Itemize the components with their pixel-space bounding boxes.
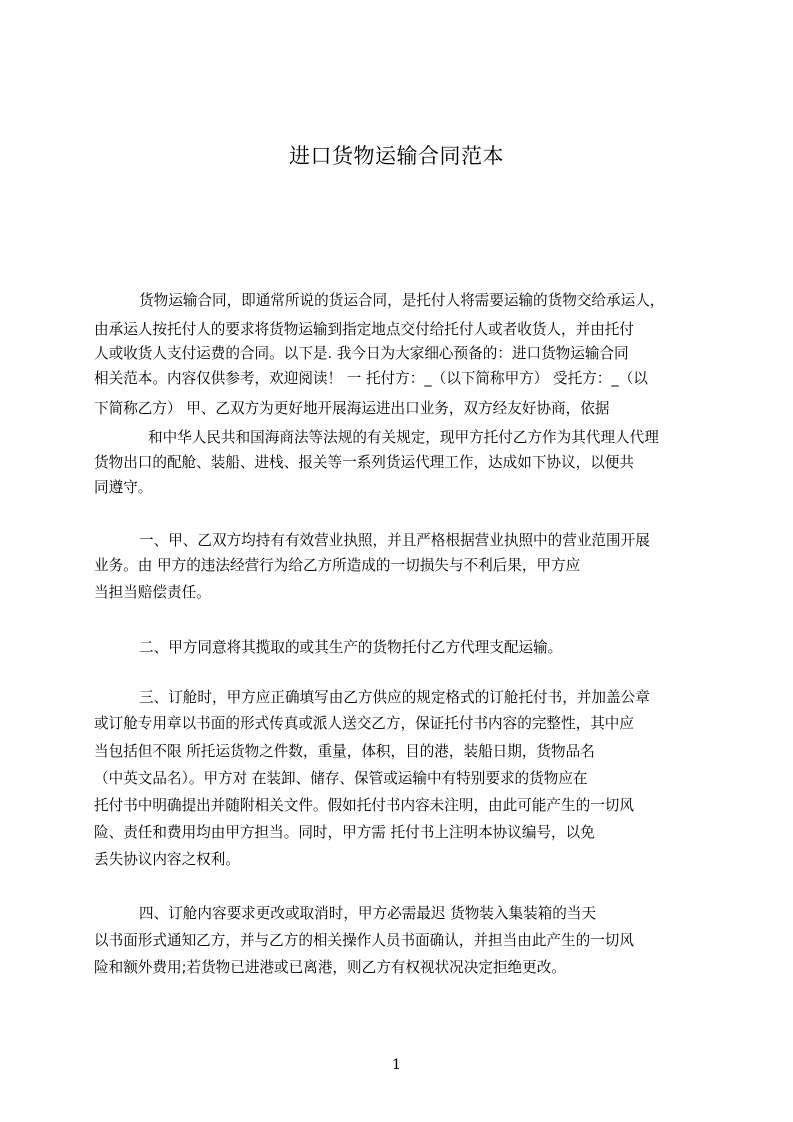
paragraph-line: 货物出口的配舱、装船、进栈、报关等一系列货运代理工作，达成如下协议，以便共	[94, 454, 634, 471]
paragraph-line: 由承运人按托付人的要求将货物运输到指定地点交付给托付人或者收货人，并由托付	[94, 321, 634, 338]
page-number: 1	[392, 1057, 401, 1073]
paragraph-line: 险和额外费用;若货物已进港或已离港，则乙方有权视状况决定拒绝更改。	[94, 959, 566, 976]
paragraph-line: 丢失协议内容之权利。	[94, 851, 240, 868]
paragraph-line: 四、订舱内容要求更改或取消时，甲方必需最迟 货物装入集装箱的当天	[139, 905, 597, 922]
paragraph-line: 或订舱专用章以书面的形式传真或派人送交乙方，保证托付书内容的完整性，其中应	[94, 715, 634, 732]
paragraph-line: 一、甲、乙双方均持有有效营业执照，并且严格根据营业执照中的营业范围开展	[139, 532, 650, 549]
paragraph-line: 三、订舱时，甲方应正确填写由乙方供应的规定格式的订舱托付书，并加盖公章	[139, 689, 650, 706]
paragraph-line: 以书面形式通知乙方，并与乙方的相关操作人员书面确认，并担当由此产生的一切风	[94, 932, 634, 949]
paragraph-line: 险、责任和费用均由甲方担当。同时，甲方需 托付书上注明本协议编号，以免	[94, 824, 595, 841]
paragraph-line: 当担当赔偿责任。	[94, 584, 211, 601]
paragraph-line: 和中华人民共和国海商法等法规的有关规定，现甲方托付乙方作为其代理人代理	[148, 429, 659, 446]
paragraph-line: 二、甲方同意将其揽取的或其生产的货物托付乙方代理支配运输。	[139, 639, 563, 656]
paragraph-line: 下简称乙方） 甲、乙双方为更好地开展海运进出口业务，双方经友好协商，依据	[94, 400, 610, 417]
paragraph-line: 人或收货人支付运费的合同。以下是. 我今日为大家细心预备的：进口货物运输合同	[94, 345, 629, 362]
paragraph-line: 托付书中明确提出并随附相关文件。假如托付书内容未注明，由此可能产生的一切风	[94, 797, 634, 814]
paragraph-line: 相关范本。内容仅供参考，欢迎阅读！ 一 托付方：_（以下简称甲方） 受托方：_（以	[94, 370, 648, 387]
paragraph-line: 货物运输合同，即通常所说的货运合同，是托付人将需要运输的货物交给承运人，	[139, 292, 665, 309]
paragraph-line: 同遵守。	[94, 479, 153, 496]
paragraph-line: （中英文品名）。甲方对 在装卸、储存、保管或运输中有特别要求的货物应在	[94, 770, 588, 787]
paragraph-line: 当包括但不限 所托运货物之件数，重量，体积，目的港，装船日期，货物品名	[94, 743, 595, 760]
document-title: 进口货物运输合同范本	[289, 144, 504, 168]
paragraph-line: 业务。由 甲方的违法经营行为给乙方所造成的一切损失与不利后果，甲方应	[94, 557, 581, 574]
